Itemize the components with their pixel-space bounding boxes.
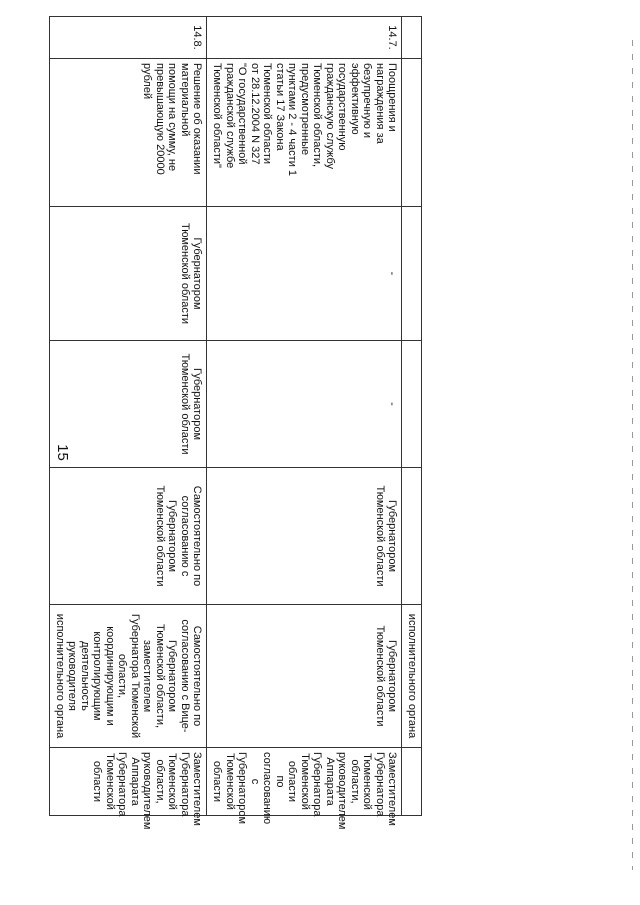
row-cell: - (207, 341, 402, 468)
row-cell: Самостоятельно по согласованию с Вице- Губернатором Тюменской области, заместителем Губернатора Тюменской области, координирующим и контролирующим деятельность руководителя исполнительного органа (50, 605, 207, 748)
header-cell (402, 748, 422, 816)
table-header-row (402, 17, 422, 816)
table-row (207, 17, 402, 816)
header-cell (402, 468, 422, 605)
row-cell: Губернатором Тюменской области (50, 341, 207, 468)
row-cell: Губернатором Тюменской области (207, 605, 402, 748)
row-description: Решение об оказании материальной помощи на сумму, не превышающую 20000 рублей (50, 59, 207, 207)
row-cell: Заместителем Губернатора Тюменской области, руководителем Аппарата Губернатора Тюменской области (50, 748, 207, 816)
row-number: 14.8. (50, 17, 207, 59)
scan-edge-divider (632, 40, 633, 870)
row-cell: - (207, 207, 402, 341)
page-number: 15 (53, 444, 71, 461)
row-cell: Заместителем Губернатора Тюменской области, руководителем Аппарата Губернатора Тюменской области по согласованию с Губернатором Тюменской области (207, 748, 402, 816)
header-cell (402, 341, 422, 468)
header-cell (402, 17, 422, 59)
row-cell: Губернатором Тюменской области (207, 468, 402, 605)
row-cell: Самостоятельно по согласованию с Губернатором Тюменской области (50, 468, 207, 605)
row-number: 14.7. (207, 17, 402, 59)
row-cell: Губернатором Тюменской области (50, 207, 207, 341)
table-row (50, 17, 207, 816)
header-cell (402, 59, 422, 207)
header-cell-executive: исполнительного органа (402, 605, 422, 748)
header-cell (402, 207, 422, 341)
row-description: Поощрения и награждения за безупречную и эффективную государственную гражданскую службу Тюменской области, предусмотренные пунктами 2 - 4 части 1 статьи 17 Закона Тюменской области от 28.12.2004 N 327 "О государственной гражданской службе Тюменской области" (207, 59, 402, 207)
